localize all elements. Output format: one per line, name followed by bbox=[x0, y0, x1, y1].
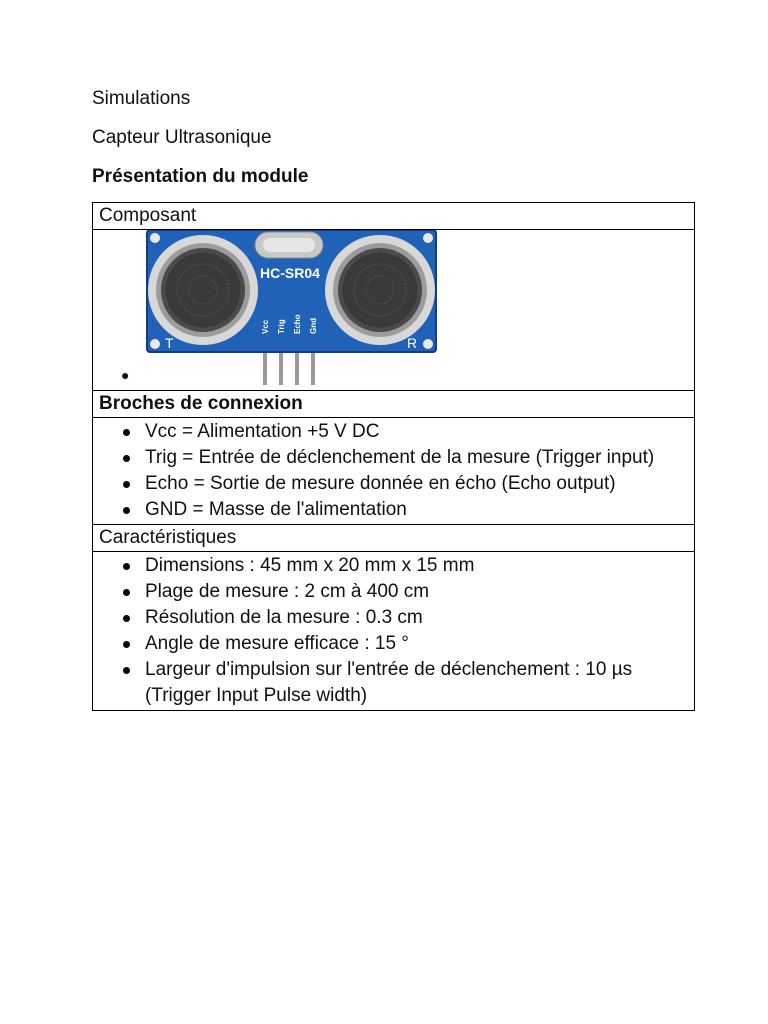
heading-simulations: Simulations bbox=[92, 88, 191, 109]
receiver-transducer bbox=[325, 235, 435, 345]
list-item: Largeur d'impulsion sur l'entrée de déclenchement : 10 µs (Trigger Input Pulse width) bbox=[145, 657, 688, 709]
composant-image-cell bbox=[93, 230, 695, 391]
row-caracteristiques-header bbox=[93, 525, 695, 552]
image-bullet: ● bbox=[121, 367, 130, 383]
list-item: Vcc = Alimentation +5 V DC bbox=[145, 419, 688, 445]
composant-label: Composant bbox=[93, 203, 695, 230]
heading-presentation: Présentation du module bbox=[92, 166, 309, 187]
heading-capteur: Capteur Ultrasonique bbox=[92, 127, 272, 148]
chip-label: HC-SR04 bbox=[260, 265, 320, 281]
row-composant-image bbox=[93, 230, 695, 391]
pin-label-vcc: Vcc bbox=[261, 319, 270, 334]
broches-cell bbox=[93, 418, 695, 525]
list-item: GND = Masse de l'alimentation bbox=[145, 497, 688, 523]
list-item: Trig = Entrée de déclenchement de la mesure (Trigger input) bbox=[145, 445, 688, 471]
hc-sr04-module-image bbox=[145, 230, 437, 388]
list-item: Dimensions : 45 mm x 20 mm x 15 mm bbox=[145, 553, 688, 579]
list-item: Echo = Sortie de mesure donnée en écho (Echo output) bbox=[145, 471, 688, 497]
list-item: Plage de mesure : 2 cm à 400 cm bbox=[145, 579, 688, 605]
row-composant-header bbox=[93, 203, 695, 230]
broches-label: Broches de connexion bbox=[93, 391, 695, 418]
caracteristiques-cell bbox=[93, 552, 695, 711]
transmitter-letter: T bbox=[165, 335, 174, 351]
pin-label-echo: Echo bbox=[293, 314, 302, 334]
row-broches-list bbox=[93, 418, 695, 525]
row-broches-header bbox=[93, 391, 695, 418]
caracteristiques-label: Caractéristiques bbox=[93, 525, 695, 552]
broches-list bbox=[99, 419, 688, 523]
spec-table bbox=[92, 202, 695, 711]
transmitter-transducer bbox=[148, 235, 258, 345]
row-caracteristiques-list bbox=[93, 552, 695, 711]
pin-label-gnd: Gnd bbox=[309, 318, 318, 334]
list-item: Angle de mesure efficace : 15 ° bbox=[145, 631, 688, 657]
receiver-letter: R bbox=[407, 335, 418, 351]
caracteristiques-list bbox=[99, 553, 688, 709]
pin-label-trig: Trig bbox=[277, 319, 286, 334]
list-item: Résolution de la mesure : 0.3 cm bbox=[145, 605, 688, 631]
